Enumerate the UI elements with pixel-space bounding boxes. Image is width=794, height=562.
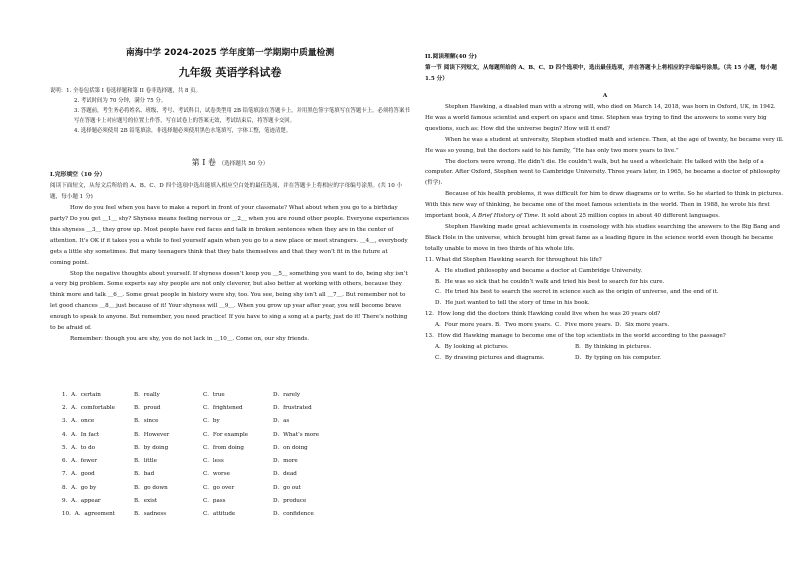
option-row bbox=[62, 427, 402, 440]
option-d: D．What’s more bbox=[273, 431, 320, 438]
option-a: 9．A．appear bbox=[62, 498, 101, 505]
q11-option-d: D．He just wanted to tell the story of time in his book. bbox=[435, 300, 590, 307]
note-4: 4. 选择题必须使用 2B 铅笔填涂，非选择题必须使用黑色水笔填写，字体工整，笔迹清楚。 bbox=[74, 128, 292, 134]
option-a: 8．A．go by bbox=[62, 484, 97, 491]
option-c: C．For example bbox=[203, 431, 249, 438]
option-b: B．go down bbox=[134, 484, 168, 491]
option-row bbox=[62, 493, 402, 506]
option-b: B．exist bbox=[134, 498, 158, 505]
question-12-options bbox=[425, 320, 785, 331]
option-row bbox=[62, 507, 402, 520]
option-a: 6．A．fewer bbox=[62, 458, 97, 465]
passage-paragraph-4 bbox=[425, 189, 785, 222]
school-title: 南海中学 2024-2025 学年度第一学期期中质量检测 bbox=[125, 48, 335, 58]
reading-heading: II.阅读理解(40 分) bbox=[425, 54, 477, 60]
q12-option-c: C．Five more years. bbox=[555, 322, 613, 329]
question-13-options-row1 bbox=[425, 342, 785, 353]
option-a: 10．A．agreement bbox=[62, 511, 116, 518]
option-row bbox=[62, 480, 402, 493]
option-d: D．as bbox=[273, 418, 290, 425]
option-c: C．pass bbox=[203, 498, 226, 505]
exam-title: 九年级 英语学科试卷 bbox=[178, 66, 282, 79]
cloze-heading: I.完形填空（10 分） bbox=[50, 172, 106, 178]
cloze-options bbox=[62, 387, 402, 520]
note-1: 说明：1. 全卷包括第 I 卷选择题和第 II 卷非选择题，共 8 页。 bbox=[50, 88, 201, 94]
option-d: D．confidence bbox=[273, 511, 314, 518]
q13-option-b: B．By thinking in pictures. bbox=[575, 343, 652, 350]
option-row bbox=[62, 400, 402, 413]
q13-option-d: D．By typing on his computer. bbox=[575, 354, 662, 361]
volume-name: 第 I 卷 bbox=[191, 158, 216, 167]
option-a: 7．A．good bbox=[62, 471, 95, 478]
cloze-section bbox=[50, 170, 410, 345]
question-13: 13．How did Hawking manage to become one of the top scientists in the world according to the passage? bbox=[425, 333, 726, 340]
option-a: 5．A．to do bbox=[62, 444, 96, 451]
exam-notes bbox=[50, 86, 410, 136]
passage-label: A bbox=[602, 93, 608, 100]
option-row bbox=[62, 467, 402, 480]
q13-option-a: A．By looking at pictures. bbox=[435, 343, 509, 350]
option-b: B．by doing bbox=[134, 444, 169, 451]
question-11-options bbox=[425, 266, 785, 310]
reading-section bbox=[425, 52, 785, 364]
option-row bbox=[62, 414, 402, 427]
q11-option-a: A．He studied philosophy and became a doctor at Cambridge University. bbox=[435, 267, 643, 274]
option-row bbox=[62, 387, 402, 400]
reading-section-instructions: 第一节 阅读下列短文，从每题所给的 A、B、C、D 四个选项中，选出最佳选项，并在答题卡上将相应的字母编号涂黑。（共 15 小题，每小题 1.5 分） bbox=[425, 65, 777, 83]
option-c: C．worse bbox=[203, 471, 230, 478]
option-row bbox=[62, 453, 402, 466]
option-a: 4．A．In fact bbox=[62, 431, 100, 438]
option-d: D．rarely bbox=[273, 391, 301, 398]
option-d: D．produce bbox=[273, 498, 307, 505]
option-row bbox=[62, 440, 402, 453]
option-d: D．frustrated bbox=[273, 404, 312, 411]
q12-option-a: A．Four more years. bbox=[435, 322, 494, 329]
cloze-paragraph-2: Stop the negative thoughts about yourself. If shyness doesn’t keep you ＿5＿ something you want to do, being shy isn’t a very big problem. Some experts say shy people are not only cleverer, but also better at working with others, because they think more and talk ＿6＿. Some great people in history were shy, too. You see, being shy isn’t all ＿7＿. But remember not to let good chances ＿8＿ just because of it! Your shyness will ＿9＿. When you grow up year after year, you will become brave enough to speak to anyone. But remember, you need practice! If you have to sing a song at a party, just do it! There’s nothing to be afraid of. bbox=[50, 270, 408, 332]
note-2: 2. 考试时间为 70 分钟，满分 75 分。 bbox=[74, 98, 167, 104]
option-c: C．true bbox=[203, 391, 225, 398]
option-c: C．by bbox=[203, 418, 220, 425]
volume-title bbox=[50, 157, 410, 168]
option-a: 3．A．once bbox=[62, 418, 95, 425]
q13-option-c: C．By drawing pictures and diagrams. bbox=[435, 354, 545, 361]
option-b: B．little bbox=[134, 458, 157, 465]
paragraph-4-text: Because of his health problems, it was difficult for him to draw diagrams or to write. So he started to think in pictures. With this new way of thinking, he became one of the most famous scientists in the world. Then in 1988, he wrote his first important book, bbox=[425, 191, 784, 220]
option-c: C．go over bbox=[203, 484, 235, 491]
option-d: D．more bbox=[273, 458, 298, 465]
option-c: C．from doing bbox=[203, 444, 244, 451]
question-11: 11. What did Stephen Hawking search for throughout his life? bbox=[425, 256, 602, 263]
passage-paragraph-3: The doctors were wrong. He didn’t die. He couldn’t walk, but he used a wheelchair. He talked with the help of a computer. After Oxford, Stephen went to Cambridge University. Three years later, in 1965, he became a doctor of philosophy (哲学). bbox=[425, 158, 781, 187]
option-a: 2．A．comfortable bbox=[62, 404, 115, 411]
passage-paragraph-5: Stephen Hawking made great achievements in cosmology with his studies searching the answers to the Big Bang and Black Hole in the universe, which brought him great fame as a leading figure in the science world even though he became totally unable to move in two thirds of his whole life. bbox=[425, 223, 780, 252]
option-b: B．However bbox=[134, 431, 170, 438]
book-title: A Brief History of Time bbox=[472, 213, 538, 220]
question-13-options-row2 bbox=[425, 353, 785, 364]
paragraph-4-text-end: . It sold about 25 million copies in about 40 different languages. bbox=[537, 213, 720, 220]
option-b: B．sadness bbox=[134, 511, 167, 518]
option-d: D．go out bbox=[273, 484, 302, 491]
option-c: C．less bbox=[203, 458, 224, 465]
passage-paragraph-2: When he was a student at university, Stephen studied math and science. Then, at the age of twenty, he became very ill. He was so young, but the doctors said to his family, “He has only two more years to live.” bbox=[425, 136, 784, 154]
option-b: B．bad bbox=[134, 471, 155, 478]
q11-option-b: B．He was so sick that he couldn’t walk and tried his best to search for his cure. bbox=[435, 278, 665, 285]
note-3: 3. 答题前，考生务必将姓名、班级、考号、考试科目，试卷类型用 2B 铅笔填涂在答题卡上，并用黑色签字笔填写在答题卡上。必须将答案书写在答题卡上对应题号的位置上作答，写在试卷上的答案无效，考试结束后，将答题卡交回。 bbox=[74, 108, 410, 124]
option-d: D．on doing bbox=[273, 444, 308, 451]
q12-option-b: B．Two more years. bbox=[495, 322, 552, 329]
option-b: B．since bbox=[134, 418, 159, 425]
q11-option-c: C．He tried his best to search the secret in science such as the origin of universe, and the end of it. bbox=[435, 289, 719, 296]
passage-paragraph-1: Stephen Hawking, a disabled man with a strong will, who died on March 14, 2018, was born in Oxford, UK, in 1942. He was a world famous scientist and expert on space and time. Stephen was trying to find the answers to some very big questions, such as: How did the universe begin? How will it end? bbox=[425, 104, 776, 132]
option-d: D．dead bbox=[273, 471, 297, 478]
question-12: 12．How long did the doctors think Hawking could live when he was 20 years old? bbox=[425, 311, 661, 318]
option-b: B．really bbox=[134, 391, 160, 398]
option-a: 1．A．certain bbox=[62, 391, 101, 398]
option-c: C．frightened bbox=[203, 404, 243, 411]
option-b: B．proud bbox=[134, 404, 161, 411]
cloze-paragraph-3: Remember: though you are shy, you do not lack in ＿10＿. Come on, our shy friends. bbox=[70, 335, 310, 342]
option-c: C．attitude bbox=[203, 511, 236, 518]
cloze-instructions: 阅读下面短文，从每文后所给的 A、B、C、D 四个选项中选出能填入相应空白处的最佳选项，并在答题卡上将相应的字母编号涂黑。(共 10 小题，每小题 1 分) bbox=[50, 183, 403, 201]
cloze-paragraph-1: How do you feel when you have to make a report in front of your classmate? What about when you go to a birthday party? Do you get ＿1＿ shy? Shyness means feeling nervous or ＿2＿ when you are round other people. Everyone experiences this shyness ＿3＿ they grow up. Most people have red faces and talk in broken sentences when they are in the center of attention. It’s OK if it takes you a while to feel yourself again when you go to a new place or meet strangers. ＿4＿, everybody gets a little shy sometimes. But many teenagers think that they hate themselves and that they won’t fit in the future at coming point. bbox=[50, 205, 409, 266]
q12-option-d: D．Six more years. bbox=[615, 322, 670, 329]
volume-sub: （选择题共 50 分） bbox=[218, 161, 269, 167]
